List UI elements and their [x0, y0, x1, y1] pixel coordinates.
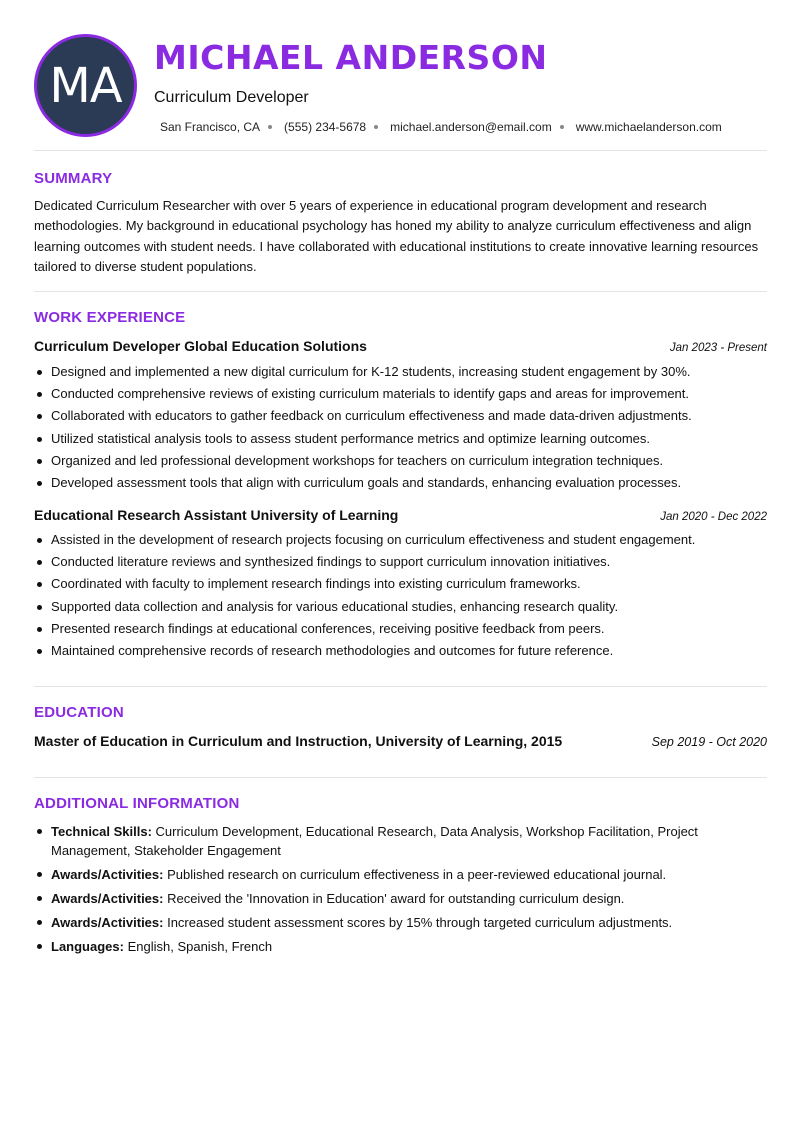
item-text: Received the 'Innovation in Education' award for outstanding curriculum design.	[163, 891, 625, 906]
item-text: English, Spanish, French	[123, 939, 273, 954]
resume-page	[34, 0, 767, 1130]
item-label: Awards/Activities:	[51, 891, 164, 906]
divider	[34, 291, 767, 292]
job-bullets	[34, 529, 767, 662]
divider	[34, 686, 767, 687]
list-item: Coordinated with faculty to implement research findings into existing curriculum frameworks.	[34, 573, 767, 595]
education-date: Sep 2019 - Oct 2020	[651, 735, 767, 749]
contact-website[interactable]: www.michaelanderson.com	[575, 120, 722, 134]
contact-email[interactable]: michael.anderson@email.com	[390, 120, 552, 134]
avatar-initials: MA	[49, 57, 122, 114]
avatar	[34, 34, 137, 137]
candidate-name: MICHAEL ANDERSON	[154, 38, 548, 77]
list-item: Designed and implemented a new digital curriculum for K-12 students, increasing student engagement by 30%.	[34, 361, 767, 383]
list-item	[34, 865, 767, 884]
job-title: Curriculum Developer Global Education Solutions	[34, 338, 367, 354]
list-item: Assisted in the development of research projects focusing on curriculum effectiveness and student engagement.	[34, 529, 767, 551]
summary-heading: SUMMARY	[34, 170, 113, 187]
list-item: Conducted literature reviews and synthesized findings to support curriculum innovation initiatives.	[34, 551, 767, 573]
list-item	[34, 889, 767, 908]
list-item: Organized and led professional development workshops for teachers on curriculum integration techniques.	[34, 450, 767, 472]
item-text: Increased student assessment scores by 15% through targeted curriculum adjustments.	[163, 915, 673, 930]
list-item: Developed assessment tools that align with curriculum goals and standards, enhancing evaluation processes.	[34, 472, 767, 494]
job-date: Jan 2020 - Dec 2022	[660, 511, 767, 523]
item-text: Published research on curriculum effectiveness in a peer-reviewed educational journal.	[163, 867, 667, 882]
separator-dot-icon	[268, 125, 272, 129]
degree-title: Master of Education in Curriculum and Instruction, University of Learning, 2015	[34, 733, 563, 749]
item-label: Languages:	[51, 939, 124, 954]
list-item: Conducted comprehensive reviews of existing curriculum materials to identify gaps and areas for improvement.	[34, 383, 767, 405]
list-item: Maintained comprehensive records of research methodologies and outcomes for future reference.	[34, 640, 767, 662]
job-header	[34, 338, 767, 354]
experience-heading: WORK EXPERIENCE	[34, 309, 186, 326]
contact-location: San Francisco, CA	[160, 120, 261, 134]
list-item	[34, 822, 767, 860]
job-bullets	[34, 361, 767, 494]
list-item	[34, 913, 767, 932]
education-heading: EDUCATION	[34, 704, 124, 721]
divider	[34, 777, 767, 778]
summary-text: Dedicated Curriculum Researcher with over 5 years of experience in educational program development and research methodologies. My background in educational psychology has honed my ability to analyze curriculum effectiveness and align learning outcomes with student needs. I have collaborated with educational institutions to create innovative learning resources tailored to diverse student populations.	[34, 198, 759, 274]
list-item: Supported data collection and analysis for various educational studies, enhancing research quality.	[34, 596, 767, 618]
additional-list	[34, 822, 767, 961]
additional-heading: ADDITIONAL INFORMATION	[34, 795, 240, 812]
item-label: Awards/Activities:	[51, 867, 164, 882]
item-text: Curriculum Development, Educational Research, Data Analysis, Workshop Facilitation, Project Management, Stakeholder Engagement	[51, 824, 698, 858]
separator-dot-icon	[560, 125, 564, 129]
list-item: Utilized statistical analysis tools to assess student performance metrics and optimize learning outcomes.	[34, 428, 767, 450]
job-header	[34, 507, 767, 523]
item-label: Awards/Activities:	[51, 915, 164, 930]
separator-dot-icon	[374, 125, 378, 129]
divider	[34, 150, 767, 151]
list-item	[34, 937, 767, 956]
candidate-role: Curriculum Developer	[154, 89, 309, 106]
job-date: Jan 2023 - Present	[669, 342, 767, 354]
job-title: Educational Research Assistant University of Learning	[34, 507, 399, 523]
item-label: Technical Skills:	[51, 824, 152, 839]
list-item: Presented research findings at educational conferences, receiving positive feedback from peers.	[34, 618, 767, 640]
education-entry	[34, 733, 767, 749]
list-item: Collaborated with educators to gather feedback on curriculum effectiveness and made data-driven adjustments.	[34, 405, 767, 427]
contact-phone: (555) 234-5678	[284, 120, 367, 134]
contact-bar	[160, 120, 722, 134]
